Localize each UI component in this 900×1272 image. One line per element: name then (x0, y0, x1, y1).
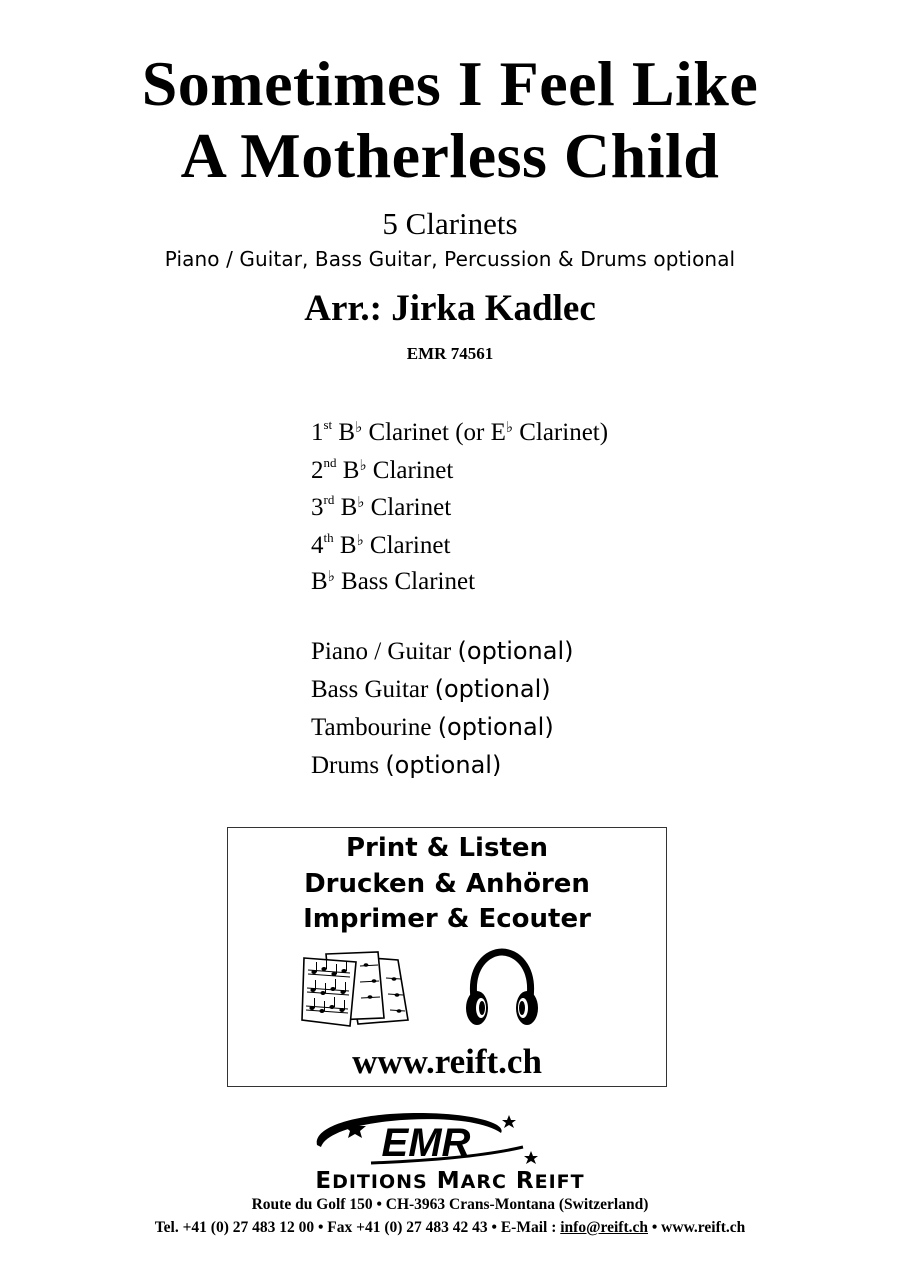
part-number: 3 (311, 494, 324, 522)
part-name: Tambourine (311, 713, 432, 741)
flat-sign: ♭ (356, 531, 364, 550)
part-name: Drums (311, 751, 380, 779)
ordinal-suffix: nd (323, 454, 337, 470)
optional-part-drums (311, 748, 811, 786)
part-4th-clarinet (311, 521, 811, 559)
parts-spacer (311, 596, 811, 634)
part-name-end: Clarinet) (519, 419, 609, 446)
publisher-name (0, 1167, 900, 1196)
part-3rd-clarinet (311, 483, 811, 521)
publisher-initial: E (315, 1168, 333, 1194)
contact-phone-fax: Tel. +41 (0) 27 483 12 00 • Fax +41 (0) 27 483 42 43 • E-Mail : (154, 1219, 561, 1236)
ordinal-suffix: rd (323, 492, 335, 508)
flat-sign: ♭ (359, 455, 367, 474)
print-listen-fr: Imprimer & Ecouter (303, 904, 591, 934)
print-listen-de: Drucken & Anhören (304, 869, 590, 899)
publisher-contact (0, 1219, 900, 1237)
title-line-2: A Motherless Child (180, 120, 720, 191)
part-1st-clarinet (311, 408, 811, 446)
publisher-word: EIFT (534, 1171, 585, 1193)
optional-note: (optional) (437, 712, 554, 741)
ordinal-suffix: th (323, 530, 334, 546)
flat-sign: ♭ (355, 418, 363, 436)
part-number: 4 (311, 532, 324, 560)
emr-logo-text: EMR (381, 1121, 471, 1165)
email-link[interactable]: info@reift.ch (560, 1219, 648, 1236)
subtitle: 5 Clarinets (382, 206, 518, 241)
key-letter: B (311, 567, 328, 595)
key-letter: B (342, 456, 360, 484)
flat-sign: ♭ (505, 418, 513, 436)
website-url[interactable]: www.reift.ch (352, 1042, 542, 1081)
contact-website: • www.reift.ch (648, 1219, 746, 1236)
part-number: 1 (311, 419, 324, 446)
optional-note: (optional) (457, 637, 574, 666)
print-listen-en: Print & Listen (345, 833, 549, 863)
publisher-initial: M (436, 1168, 461, 1194)
instrumentation: Piano / Guitar, Bass Guitar, Percussion & Drums optional (164, 247, 736, 271)
optional-part-tambourine (311, 710, 811, 748)
optional-note: (optional) (434, 675, 551, 704)
title-line-1: Sometimes I Feel Like (141, 48, 759, 119)
flat-sign: ♭ (327, 566, 335, 585)
optional-part-piano-guitar (311, 634, 811, 672)
optional-part-bass-guitar (311, 672, 811, 710)
key-letter: B (339, 532, 357, 560)
optional-note: (optional) (385, 750, 502, 779)
part-2nd-clarinet (311, 446, 811, 484)
key-letter: B (340, 494, 358, 522)
sheet-music-icon (300, 948, 412, 1030)
ordinal-suffix: st (323, 417, 333, 432)
part-name: Piano / Guitar (311, 638, 452, 666)
publisher-word: ARC (460, 1171, 507, 1193)
publisher-word: DITIONS (332, 1171, 428, 1193)
part-name: Clarinet (370, 494, 452, 522)
part-name: Clarinet (369, 532, 451, 560)
key-letter: B (338, 419, 356, 446)
part-name: Bass Guitar (311, 676, 429, 704)
part-name: Clarinet (372, 456, 454, 484)
part-number: 2 (311, 456, 324, 484)
parts-list (311, 408, 811, 785)
arranger: Arr.: Jirka Kadlec (304, 288, 596, 329)
headphones-icon (464, 948, 540, 1030)
part-bass-clarinet (311, 559, 811, 597)
print-listen-box (227, 827, 667, 1087)
catalog-number: EMR 74561 (406, 344, 494, 363)
part-name: Bass Clarinet (341, 567, 476, 595)
publisher-address: Route du Golf 150 • CH-3963 Crans-Montana (Switzerland) (251, 1196, 649, 1213)
flat-sign: ♭ (357, 493, 365, 512)
part-name: Clarinet (or E (368, 419, 506, 446)
emr-logo (311, 1111, 541, 1167)
publisher-initial: R (515, 1168, 535, 1194)
